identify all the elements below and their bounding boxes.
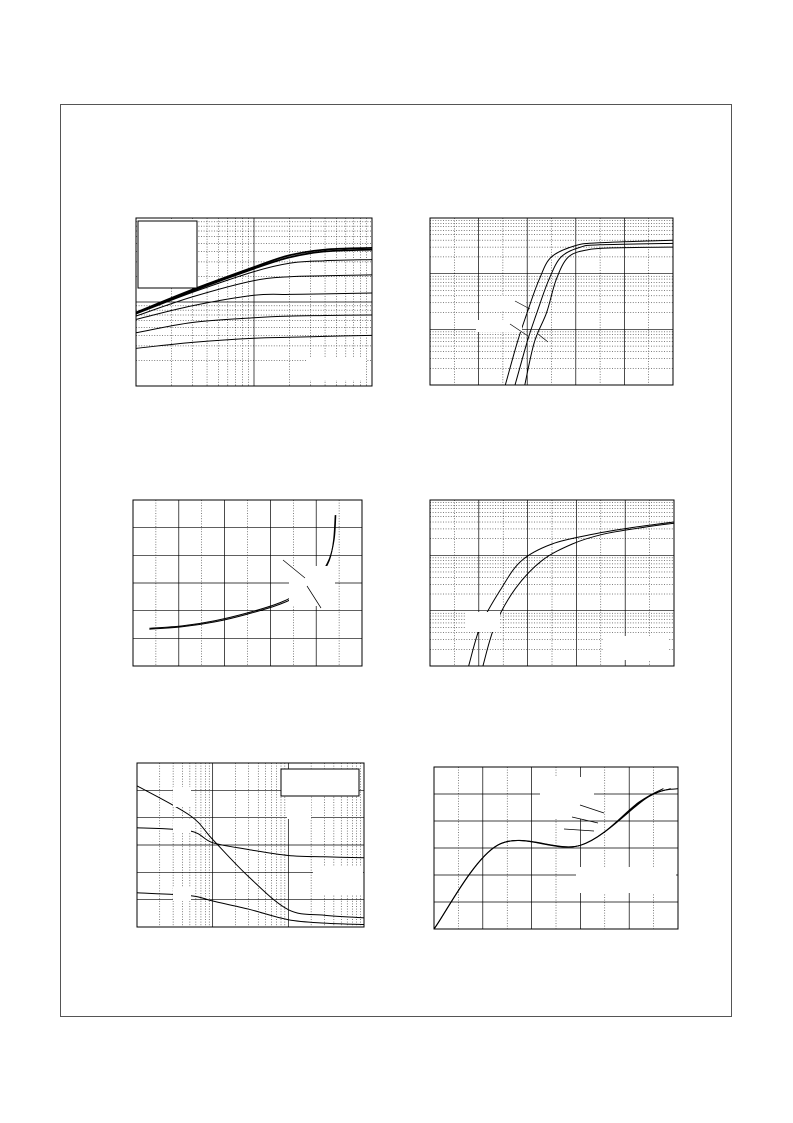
chart-5-series-1-line — [137, 786, 364, 918]
chart-1-legend-box — [138, 221, 197, 288]
chart-5-series — [137, 786, 364, 925]
chart-5-annotations — [173, 787, 363, 901]
chart-5-capacitance — [137, 763, 364, 927]
chart-4-body-diode — [430, 500, 674, 666]
chart-1-output-characteristics — [136, 218, 372, 386]
chart-5-series-2-line — [137, 828, 364, 858]
chart-1-label-blank — [306, 358, 366, 380]
chart-3-on-resistance — [133, 500, 362, 666]
chart-2-transfer-characteristics — [430, 218, 673, 385]
chart-3-annotations — [283, 560, 335, 608]
chart-6-annotations — [540, 777, 676, 893]
chart-2-series-2-line — [515, 243, 673, 385]
chart-5-legend-box — [281, 769, 359, 796]
chart-5-series-3-line — [137, 893, 364, 925]
chart-6-gate-charge — [434, 767, 678, 929]
chart-4-annotations — [466, 612, 668, 660]
chart-2-series-3-line — [525, 247, 673, 385]
chart-2-grid — [430, 218, 673, 385]
